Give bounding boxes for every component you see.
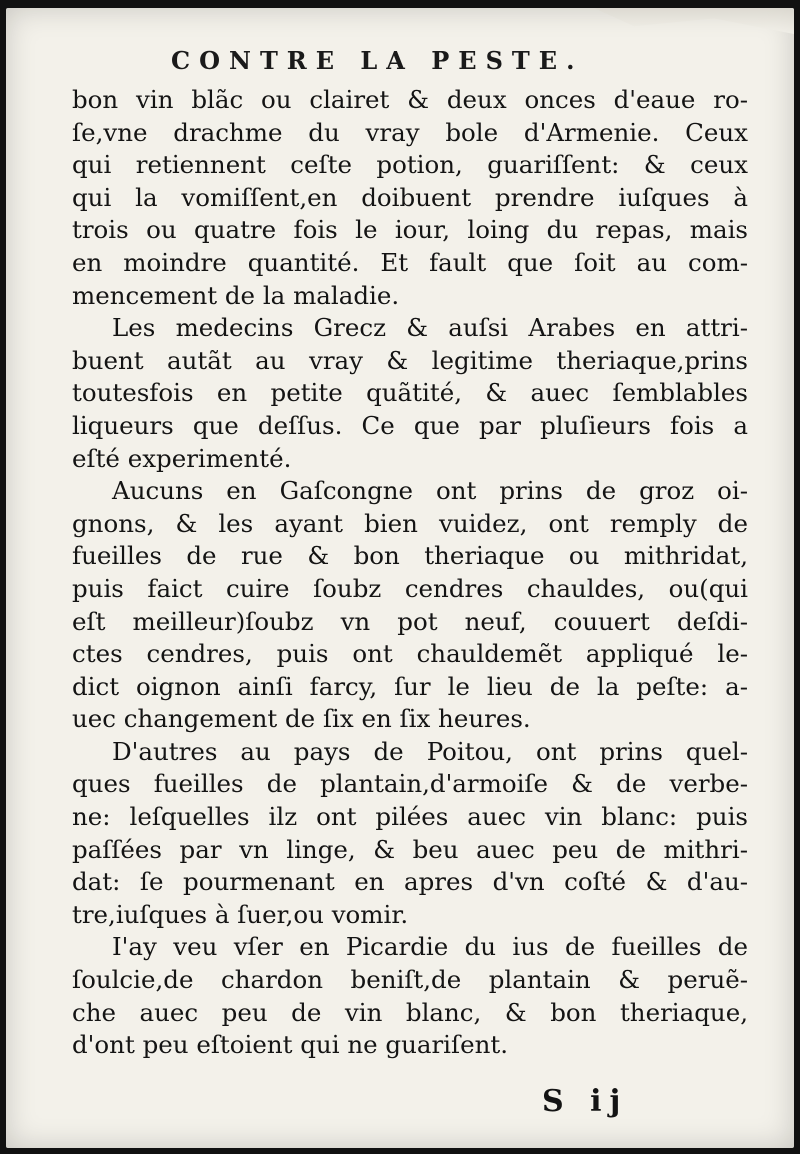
- text-line: paſſées par vn linge, & beu auec peu de mithri-: [72, 834, 748, 864]
- text-line: fueilles de rue & bon theriaque ou mithridat,: [72, 541, 748, 571]
- text-line: ſe,vne drachme du vray bole d'Armenie. Ceux: [72, 117, 748, 147]
- text-line: eſt meilleur)ſoubz vn pot neuf, couuert deſdi-: [72, 606, 748, 636]
- text-line: d'ont peu eſtoient qui ne guariſent.: [72, 1030, 508, 1060]
- text-line: ques fueilles de plantain,d'armoiſe & de verbe-: [72, 769, 748, 799]
- text-line: dict oignon ainſi farcy, ſur le lieu de la peſte: a-: [72, 671, 748, 701]
- text-line: gnons, & les ayant bien vuidez, ont remply de: [72, 508, 748, 538]
- text-line: trois ou quatre fois le iour, loing du repas, mais: [72, 215, 748, 245]
- running-head: CONTRE LA PESTE.: [171, 46, 584, 75]
- text-line: tre,iuſques à ſuer,ou vomir.: [72, 899, 409, 929]
- book-page: [6, 8, 794, 1148]
- text-line: mencement de la maladie.: [72, 280, 400, 310]
- text-line: D'autres au pays de Poitou, ont prins quel-: [112, 736, 748, 766]
- text-line: buent autãt au vray & legitime theriaque,prins: [72, 345, 748, 375]
- text-line: qui la vomiſſent,en doibuent prendre iuſques à: [72, 182, 748, 212]
- text-line: dat: ſe pourmenant en apres d'vn coſté & d'au-: [72, 867, 748, 897]
- text-line: ſoulcie,de chardon beniſt,de plantain & peruẽ-: [72, 965, 748, 995]
- text-line: liqueurs que deſſus. Ce que par pluſieurs fois a: [72, 410, 748, 440]
- text-line: qui retiennent ceſte potion, guariſſent: & ceux: [72, 150, 748, 180]
- text-line: bon vin blãc ou clairet & deux onces d'eaue ro-: [72, 85, 748, 114]
- text-line: ctes cendres, puis ont chauldemẽt appliqué le-: [72, 639, 748, 669]
- text-line: toutesfois en petite quãtité, & auec ſemblables: [72, 378, 748, 408]
- text-line: uec changement de ſix en ſix heures.: [72, 704, 531, 734]
- text-line: che auec peu de vin blanc, & bon theriaque,: [72, 997, 748, 1027]
- text-line: en moindre quantité. Et fault que ſoit au com-: [72, 247, 748, 277]
- text-line: puis faict cuire ſoubz cendres chauldes, ou(qui: [72, 573, 748, 603]
- text-line: Les medecins Grecz & auſsi Arabes en attri-: [112, 313, 748, 343]
- text-line: ne: leſquelles ilz ont pilées auec vin blanc: puis: [72, 802, 748, 832]
- signature-mark: S ij: [542, 1084, 629, 1119]
- text-line: eſté experimenté.: [72, 443, 292, 473]
- torn-page-corner: [594, 8, 794, 34]
- text-line: Aucuns en Gaſcongne ont prins de groz oi-: [112, 476, 748, 506]
- body-text: [72, 84, 748, 1062]
- text-line: I'ay veu vſer en Picardie du ius de fueilles de: [112, 932, 748, 962]
